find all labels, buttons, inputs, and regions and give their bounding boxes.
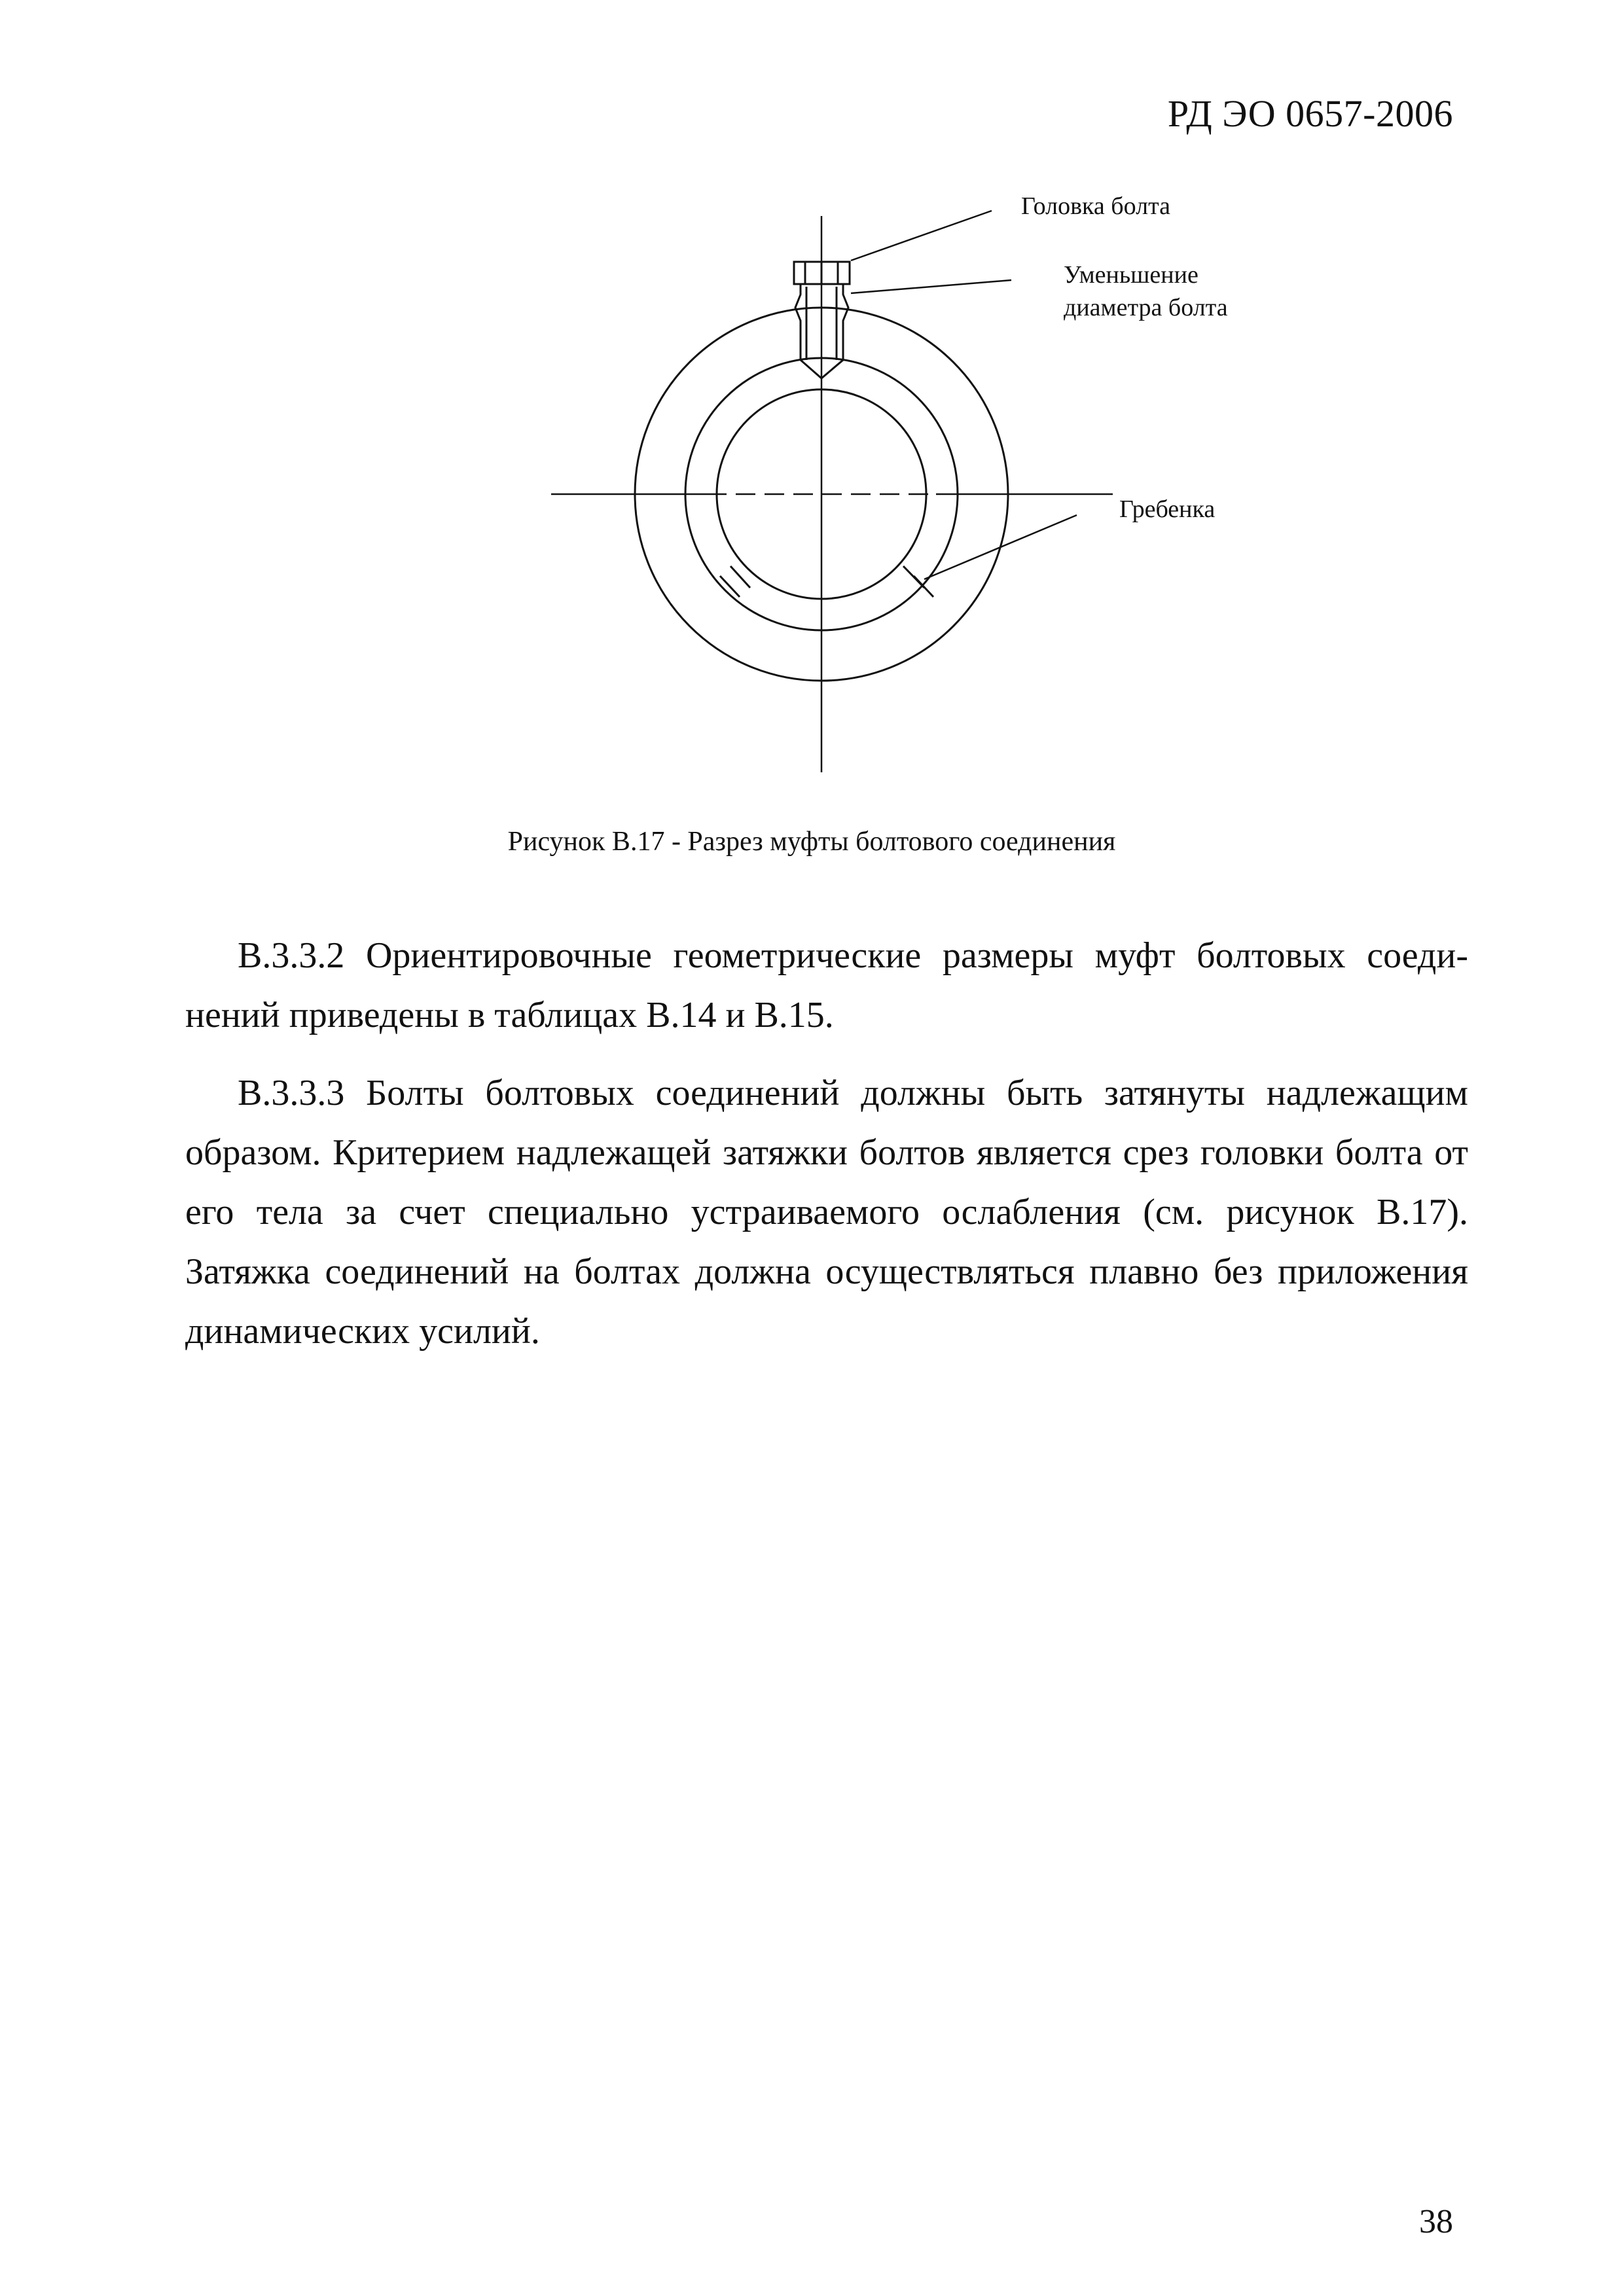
comb-slot-left-b xyxy=(730,566,750,588)
coupling-section-drawing xyxy=(524,196,1309,785)
document-code-header: РД ЭО 0657-2006 xyxy=(1167,92,1453,135)
body-text xyxy=(185,926,1468,1361)
leader-diameter-reduction xyxy=(851,280,1011,293)
label-diameter-reduction-1: Уменьшение xyxy=(1064,261,1198,289)
figure-caption: Рисунок В.17 - Разрез муфты болтового соединения xyxy=(507,827,1116,857)
coupling-section-figure xyxy=(524,196,1309,785)
leader-bolt-head xyxy=(851,211,992,260)
paragraph: В.3.3.3 Болты болтовых соединений должны быть затянуты надлежащим образом. Критерием надлежащей затяжки болтов является срез головки болта от его тела за счет специально устраиваемого ослабления (см. рисунок В.17). Затяжка соединений на болтах должна осуществляться плавно без приложения динамических усилий. xyxy=(185,1073,1468,1352)
label-diameter-reduction-2: диаметра болта xyxy=(1064,294,1228,321)
label-comb: Гребенка xyxy=(1119,495,1216,523)
label-bolt-head: Головка болта xyxy=(1021,196,1171,220)
page-number: 38 xyxy=(1419,2203,1453,2240)
paragraph: В.3.3.2 Ориентировочные геометрические размеры муфт болтовых соединений приведены в таблицах В.14 и В.15. xyxy=(185,935,1468,1035)
comb-slot-right-b xyxy=(914,576,933,597)
